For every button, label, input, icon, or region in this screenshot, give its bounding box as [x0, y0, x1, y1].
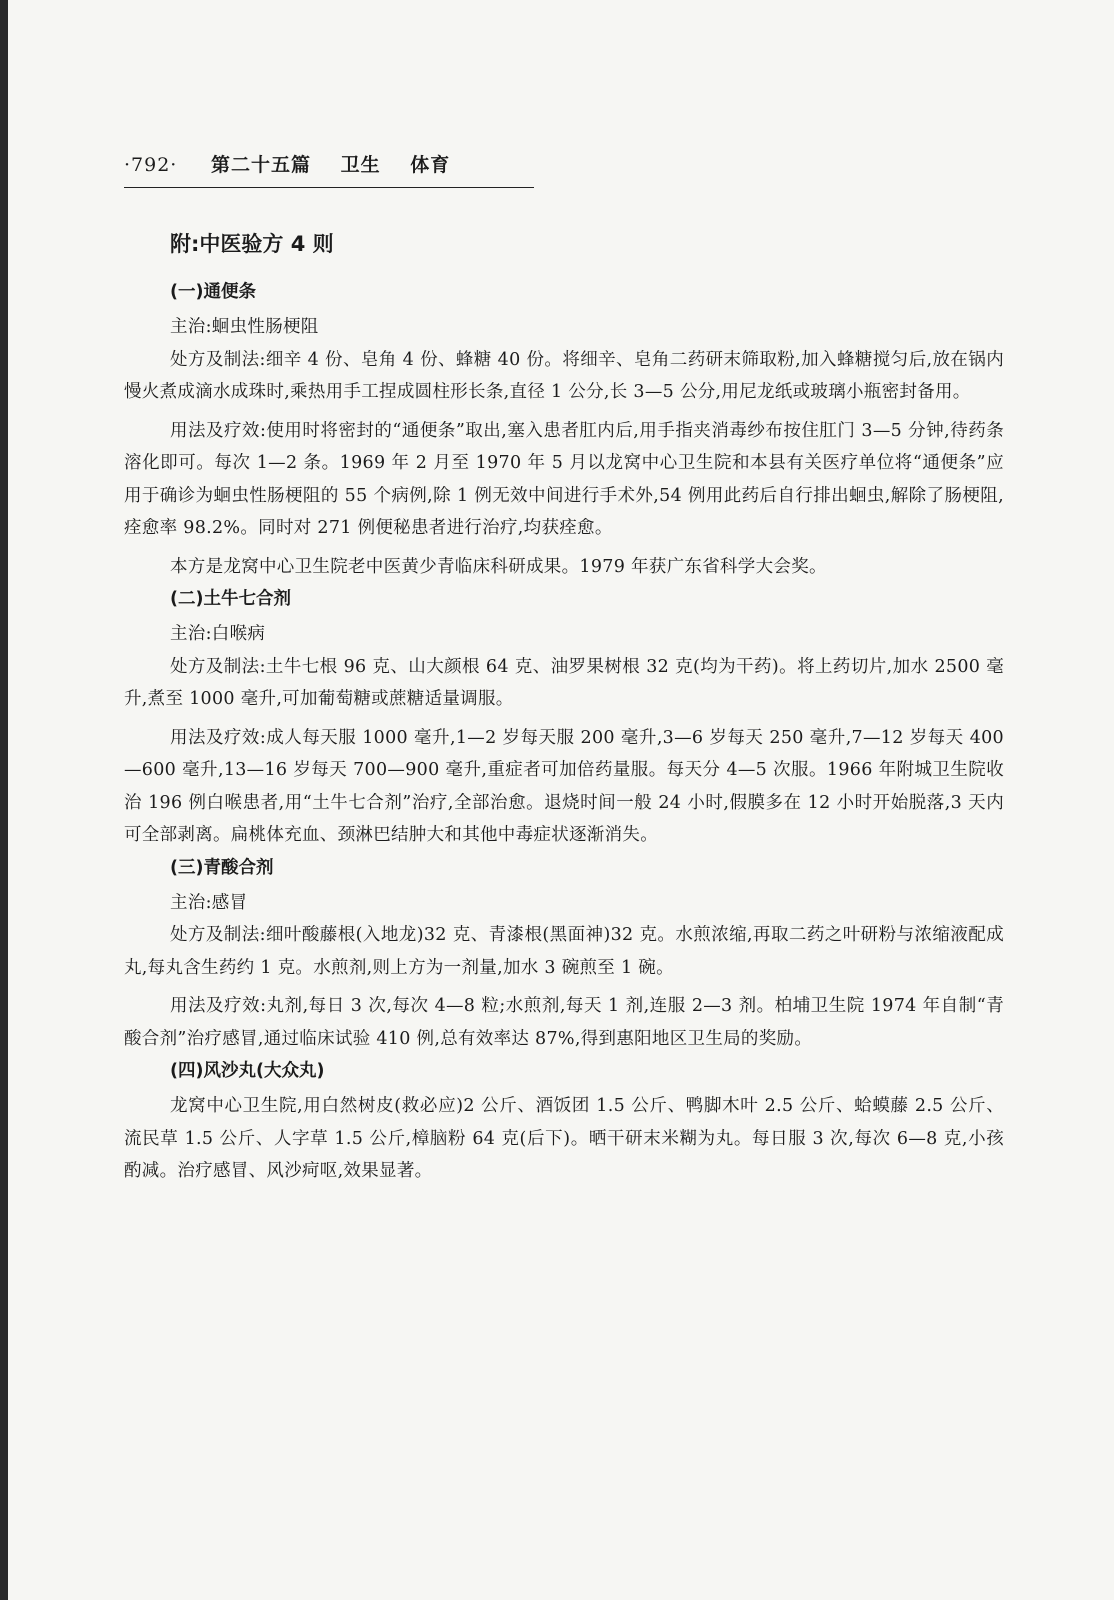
usage-paragraph: 用法及疗效:使用时将密封的“通便条”取出,塞入患者肛内后,用手指夹消毒纱布按住肛门 3—5 分钟,待药条溶化即可。每次 1—2 条。1969 年 2 月至 1970 年 5 月以龙窝中心卫生院和本县有关医疗单位将“通便条”应用于确诊为蛔虫性肠梗阻的 55 个病例,除 1 例无效中间进行手术外,54 例用此药后自行排出蛔虫,解除了肠梗阻,痊愈率 98.2%。同时对 271 例便秘患者进行治疗,均获痊愈。 — [124, 420, 1004, 538]
prescription-paragraph: 处方及制法:细辛 4 份、皂角 4 份、蜂糖 40 份。将细辛、皂角二药研末筛取粉,加入蜂糖搅匀后,放在锅内慢火煮成滴水成珠时,乘热用手工捏成圆柱形长条,直径 1 公分,长 3—5 公分,用尼龙纸或玻璃小瓶密封备用。 — [124, 349, 1004, 402]
section-3 — [124, 852, 1004, 1056]
header-rule — [124, 187, 534, 188]
section-heading: (四)风沙丸(大众丸) — [170, 1061, 325, 1081]
indication: 主治:白喉病 — [170, 624, 266, 644]
indication: 主治:感冒 — [170, 892, 248, 913]
indication: 主治:蛔虫性肠梗阻 — [170, 317, 319, 337]
note-paragraph: 本方是龙窝中心卫生院老中医黄少青临床科研成果。1979 年获广东省科学大会奖。 — [170, 556, 827, 577]
part-title: 第二十五篇 — [210, 154, 311, 176]
section-2 — [124, 583, 1004, 852]
section-heading: (一)通便条 — [170, 282, 256, 302]
section-1 — [124, 276, 1004, 583]
recipe-paragraph: 龙窝中心卫生院,用白然树皮(救必应)2 公斤、酒饭团 1.5 公斤、鸭脚木叶 2.5 公斤、蛤蟆藤 2.5 公斤、流民草 1.5 公斤、人字草 1.5 公斤,樟脑粉 64 克(后下)。晒干研末米糊为丸。每日服 3 次,每次 6—8 克,小孩酌减。治疗感冒、风沙疴呕,效果显著。 — [124, 1096, 1004, 1181]
subject-sports: 体育 — [410, 154, 451, 176]
usage-paragraph: 用法及疗效:成人每天服 1000 毫升,1—2 岁每天服 200 毫升,3—6 岁每天 250 毫升,7—12 岁每天 400—600 毫升,13—16 岁每天 700—900 毫升,重症者可加倍药量服。每天分 4—5 次服。1966 年附城卫生院收治 196 例白喉患者,用“土牛七合剂”治疗,全部治愈。退烧时间一般 24 小时,假膜多在 12 小时开始脱落,3 天内可全部剥离。扁桃体充血、颈淋巴结肿大和其他中毒症状逐渐消失。 — [124, 727, 1004, 845]
running-header — [124, 150, 534, 177]
prescription-paragraph: 处方及制法:细叶酸藤根(入地龙)32 克、青漆根(黑面神)32 克。水煎浓缩,再取二药之叶研粉与浓缩液配成丸,每丸含生药约 1 克。水煎剂,则上方为一剂量,加水 3 碗煎至 1 碗。 — [124, 925, 1004, 978]
scan-edge — [0, 0, 8, 1600]
page-number: ·792· — [124, 154, 178, 176]
section-heading: (三)青酸合剂 — [170, 857, 274, 878]
page-title: 附:中医验方 4 则 — [170, 232, 334, 256]
prescription-paragraph: 处方及制法:土牛七根 96 克、山大颜根 64 克、油罗果树根 32 克(均为干药)。将上药切片,加水 2500 毫升,煮至 1000 毫升,可加葡萄糖或蔗糖适量调服。 — [124, 656, 1004, 709]
section-4 — [124, 1055, 1004, 1188]
section-heading: (二)土牛七合剂 — [170, 589, 291, 609]
usage-paragraph: 用法及疗效:丸剂,每日 3 次,每次 4—8 粒;水煎剂,每天 1 剂,连服 2—3 剂。柏埔卫生院 1974 年自制“青酸合剂”治疗感冒,通过临床试验 410 例,总有效率达 87%,得到惠阳地区卫生局的奖励。 — [124, 996, 1004, 1049]
page-body — [124, 228, 1004, 1188]
subject-health: 卫生 — [340, 154, 381, 176]
